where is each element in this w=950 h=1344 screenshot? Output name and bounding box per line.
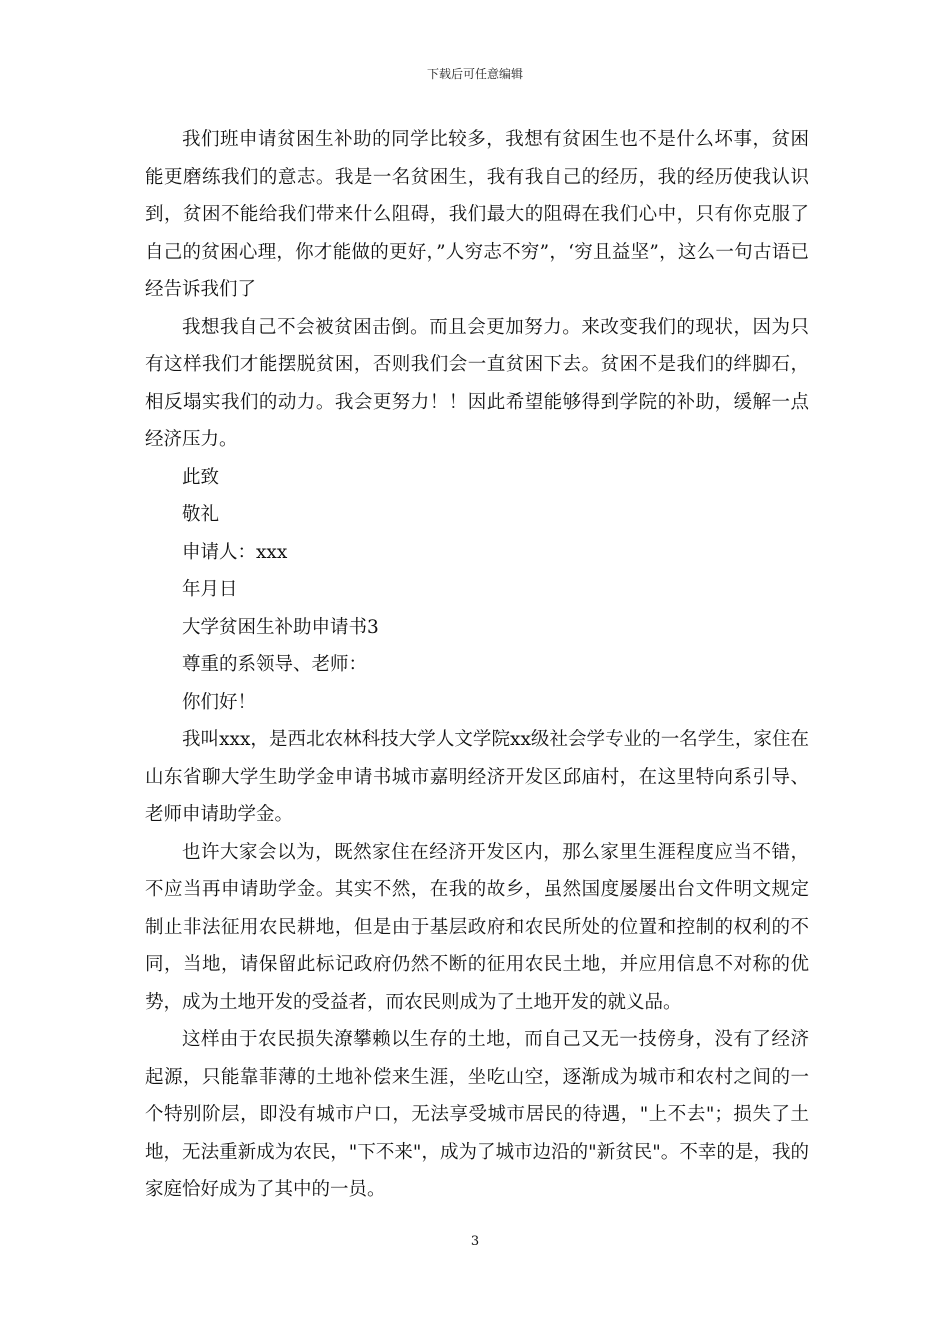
paragraph: 我们班申请贫困生补助的同学比较多，我想有贫困生也不是什么坏事，贫困能更磨练我们的意志。我是一名贫困生，我有我自己的经历，我的经历使我认识到，贫困不能给我们带来什么阻碍，我们最大的阻碍在我们心中，只有你克服了自己的贫困心理，你才能做的更好，”人穷志不穷”，‘穷且益坚”，这么一句古语已经告诉我们了 [145, 129, 809, 300]
greeting-recipient: 尊重的系领导、老师： [182, 654, 368, 675]
paragraph: 这样由于农民损失潦攀赖以生存的土地，而自己又无一技傍身，没有了经济起源，只能靠菲薄的土地补偿来生涯，坐吃山空，逐渐成为城市和农村之间的一个特别阶层，即没有城市户口，无法享受城市居民的待遇，"上不去"；损失了土地，无法重新成为农民，"下不来"，成为了城市边沿的"新贫民"。不幸的是，我的家庭恰好成为了其中的一员。 [145, 1029, 809, 1200]
paragraph: 我叫xxx，是西北农林科技大学人文学院xx级社会学专业的一名学生，家住在山东省聊大学生助学金申请书城市嘉明经济开发区邱庙村，在这里特向系引导、老师申请助学金。 [145, 729, 809, 825]
closing-regards: 敬礼 [182, 504, 220, 525]
paragraph: 我想我自己不会被贫困击倒。而且会更加努力。来改变我们的现状，因为只有这样我们才能摆脱贫困，否则我们会一直贫困下去。贫困不是我们的绊脚石，相反塌实我们的动力。我会更努力！！因此希望能够得到学院的补助，缓解一点经济压力。 [145, 316, 809, 450]
paragraph: 也许大家会以为，既然家住在经济开发区内，那么家里生涯程度应当不错，不应当再申请助学金。其实不然，在我的故乡，虽然国度屡屡出台文件明文规定制止非法征用农民耕地，但是由于基层政府和农民所处的位置和控制的权利的不同，当地，请保留此标记政府仍然不断的征用农民土地，并应用信息不对称的优势，成为土地开发的受益者，而农民则成为了土地开发的就义品。 [145, 841, 809, 1013]
closing-salutation: 此致 [182, 466, 220, 488]
document-body [145, 121, 809, 1209]
applicant-line: 申请人：xxx [182, 541, 288, 563]
section-title: 大学贫困生补助申请书3 [182, 616, 379, 638]
page-number: 3 [470, 1234, 480, 1249]
header-note: 下载后可任意编辑 [426, 67, 523, 81]
date-line: 年月日 [182, 579, 238, 600]
greeting: 你们好！ [182, 691, 257, 713]
